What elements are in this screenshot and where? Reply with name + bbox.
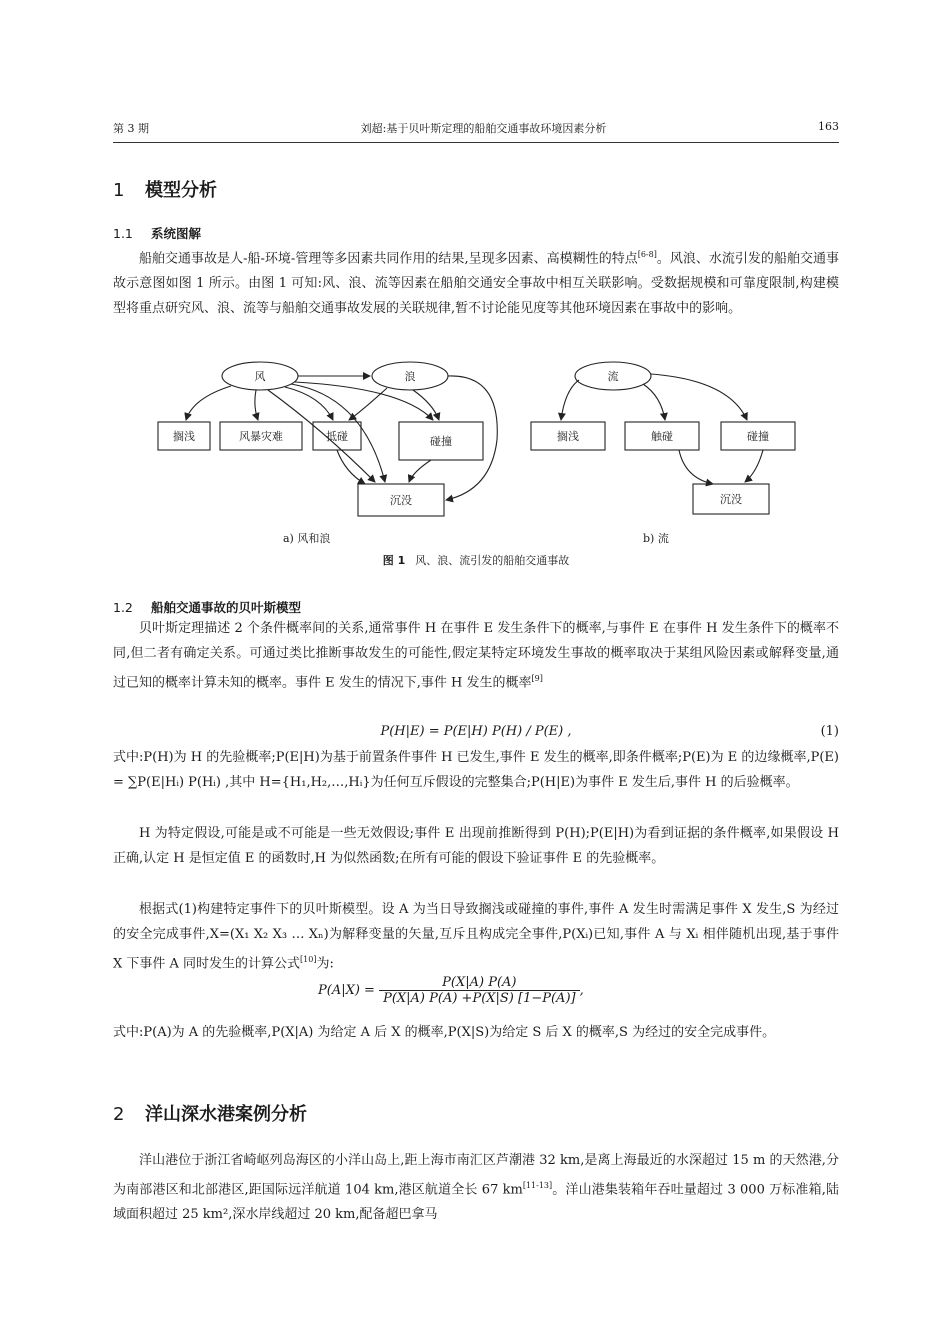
paragraph-6: 式中:P(A)为 A 的先验概率,P(X|A) 为给定 A 后 X 的概率,P(X|S)为给定 S 后 X 的概率,S 为经过的安全完成事件。 [113, 1025, 776, 1040]
label-storm: 风暴灾难 [239, 430, 283, 443]
label-sink-b: 沉没 [720, 493, 742, 506]
section-1-2-heading: 1.2 船舶交通事故的贝叶斯模型 [113, 600, 302, 615]
label-touch: 抵碰 [326, 430, 348, 443]
label-current: 流 [607, 370, 619, 383]
figure-1-diagram [113, 360, 839, 545]
paragraph-5: 根据式(1)构建特定事件下的贝叶斯模型。设 A 为当日导致搁浅或碰撞的事件,事件 A 发生时需满足事件 X 发生,S 为经过的安全完成事件,X=(X₁ X₂ X₃ … Xₙ)为解释变量的矢量,互斥且构成完全事件,P(Xᵢ)已知,事件 A 与 Xᵢ 相伴随机出现,基于事件 X 下事件 A 同时发生的计算公式[10]为: [113, 902, 839, 972]
figure-1-caption: 图 1 风、浪、流引发的船舶交通事故 [382, 554, 570, 567]
label-contact: 触碰 [651, 430, 673, 443]
running-title: 刘超:基于贝叶斯定理的船舶交通事故环境因素分析 [360, 122, 607, 135]
figure-1 [113, 360, 839, 545]
paragraph-3: 式中:P(H)为 H 的先验概率;P(E|H)为基于前置条件事件 H 已发生,事件 E 发生的概率,即条件概率;P(E)为 E 的边缘概率,P(E) = ∑P(E|Hᵢ) P(Hᵢ) ,其中 H={H₁,H₂,…,Hᵢ}为任何互斥假设的完整集合;P(H|E)为事件 E 发生后,事件 H 的后验概率。 [113, 750, 839, 790]
page [113, 120, 839, 1223]
label-wind: 风 [254, 370, 266, 383]
label-ground-a: 搁浅 [173, 430, 195, 443]
label-ground-b: 搁浅 [557, 430, 579, 443]
label-collide-b: 碰撞 [747, 430, 769, 443]
equation-2-fraction: $\frac{P(X|A) P(A)}{P(X|A) P(A) +P(X|S) [1-P(A)]}$ [379, 975, 580, 1006]
label-sink-a: 沉没 [390, 494, 412, 507]
paragraph-1: 船舶交通事故是人-船-环境-管理等多因素共同作用的结果,呈现多因素、高模糊性的特点[6-8]。风浪、水流引发的船舶交通事故示意图如图 1 所示。由图 1 可知:风、浪、流等因素在船舶交通安全事故中相互关联影响。受数据规模和可靠度限制,构建模型将重点研究风、浪、流等与船舶交通事故发展的关联规律,暂不讨论能见度等其他环境因素在事故中的影响。 [113, 250, 839, 317]
equation-1: P(H|E) = P(E|H) P(H) / P(E) , (1) [380, 724, 839, 739]
section-2-heading: 2 洋山深水港案例分析 [113, 1104, 307, 1125]
equation-2: P(A|X) = $\frac{P(X|A) P(A)}{P(X|A) P(A) +P(X|S) [1-P(A)]}$ , [318, 975, 584, 1006]
issue-number: 第 3 期 [113, 122, 149, 135]
paragraph-2: 贝叶斯定理描述 2 个条件概率间的关系,通常事件 H 在事件 E 发生条件下的概率,与事件 E 在事件 H 发生条件下的概率不同,但二者有确定关系。可通过类比推断事故发生的可能性,假定某特定环境发生事故的概率取决于某组风险因素或解释变量,通过已知的概率计算未知的概率。事件 E 发生的情况下,事件 H 发生的概率[9] [113, 621, 839, 691]
figure-1b-caption: b) 流 [643, 532, 669, 545]
section-1-heading: 1 模型分析 [113, 180, 217, 201]
running-header [113, 120, 839, 143]
figure-1a-caption: a) 风和浪 [283, 532, 331, 545]
label-collide-a: 碰撞 [430, 435, 452, 448]
equation-1-number: (1) [820, 724, 839, 739]
paragraph-7: 洋山港位于浙江省崎岖列岛海区的小洋山岛上,距上海市南汇区芦潮港 32 km,是离上海最近的水深超过 15 m 的天然港,分为南部港区和北部港区,距国际远洋航道 104 km,港区航道全长 67 km[11-13]。洋山港集装箱年吞吐量超过 3 000 万标准箱,陆域面积超过 25 km²,深水岸线超过 20 km,配备超巴拿马 [113, 1153, 839, 1223]
label-wave: 浪 [404, 370, 416, 383]
section-1-1-heading: 1.1 系统图解 [113, 226, 202, 241]
paragraph-4: H 为特定假设,可能是或不可能是一些无效假设;事件 E 出现前推断得到 P(H);P(E|H)为看到证据的条件概率,如果假设 H 正确,认定 H 是恒定值 E 的函数时,H 为似然函数;在所有可能的假设下验证事件 E 的先验概率。 [113, 826, 839, 866]
page-number: 163 [818, 120, 839, 133]
